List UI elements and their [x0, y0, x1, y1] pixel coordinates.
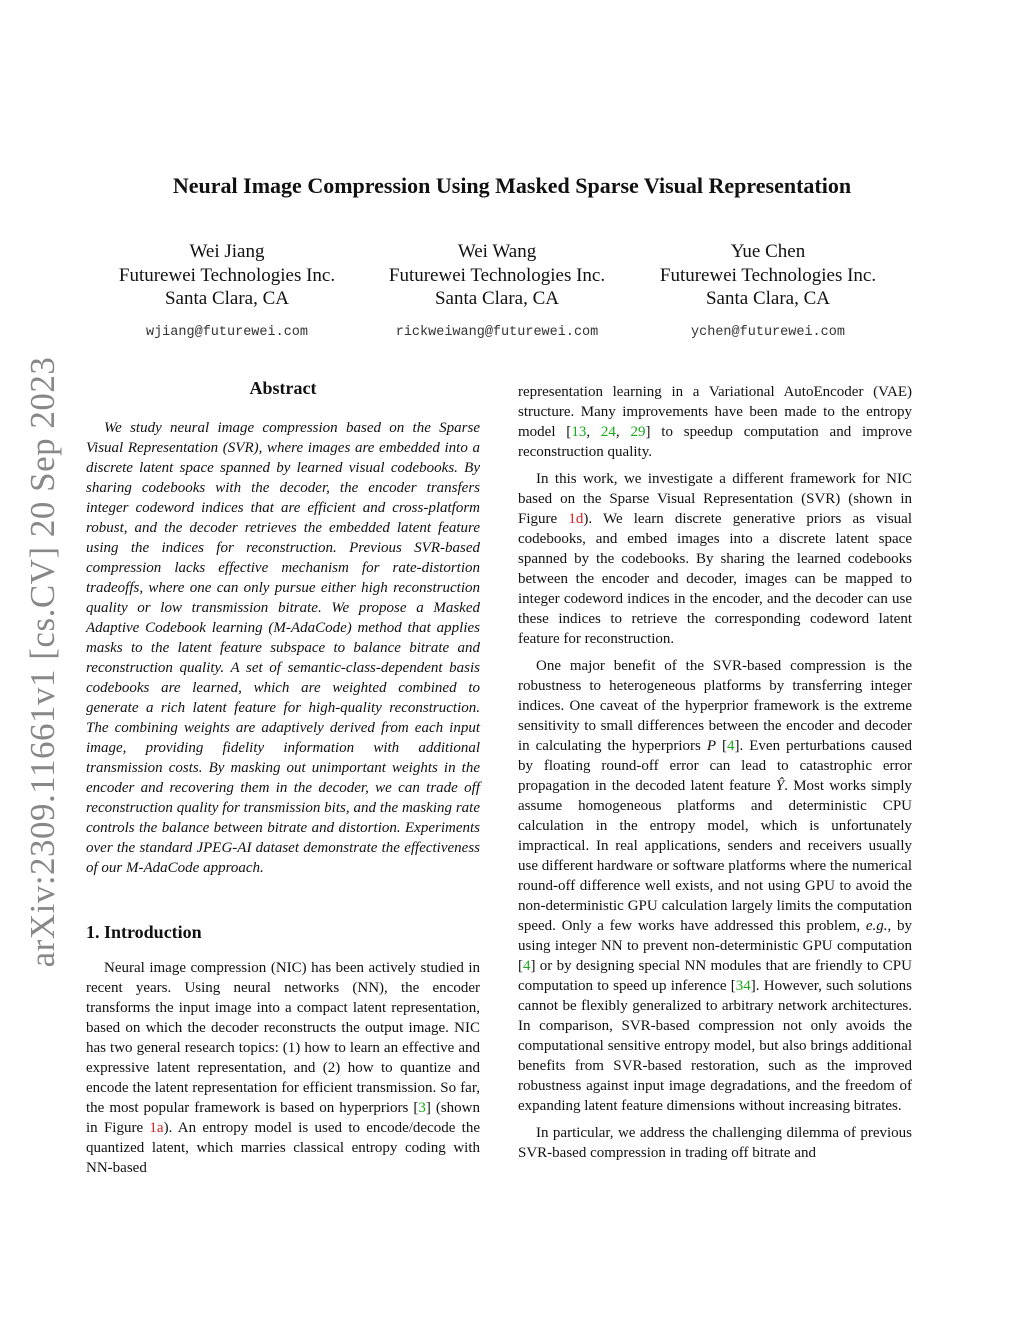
author-affiliation: Futurewei Technologies Inc.	[659, 264, 877, 286]
author-email: ychen@futurewei.com	[691, 324, 845, 340]
arxiv-identifier-text: arXiv:2309.11661v1 [cs.CV] 20 Sep 2023	[23, 356, 62, 968]
author-block	[97, 240, 357, 344]
figure-reference-link[interactable]: 1a	[149, 1120, 164, 1136]
citation-link[interactable]: 4	[523, 958, 531, 974]
math-symbol: Ŷ	[775, 778, 785, 794]
emphasis-text: e.g.	[865, 918, 888, 934]
citation-link[interactable]: 34	[735, 978, 751, 994]
author-name: Wei Wang	[457, 241, 537, 262]
author-block	[367, 240, 627, 344]
citation-link[interactable]: 3	[418, 1100, 426, 1116]
math-symbol: P	[706, 738, 717, 754]
author-name: Wei Jiang	[189, 241, 265, 262]
author-location: Santa Clara, CA	[434, 288, 559, 309]
right-column	[518, 382, 912, 1170]
arxiv-identifier	[20, 352, 66, 972]
author-name: Yue Chen	[730, 241, 806, 262]
citation-link[interactable]: 4	[727, 738, 735, 754]
figure-reference-link[interactable]: 1d	[568, 511, 584, 527]
author-email: wjiang@futurewei.com	[145, 324, 309, 340]
citation-link[interactable]: 13	[571, 424, 587, 440]
author-location: Santa Clara, CA	[164, 288, 289, 309]
citation-link[interactable]: 29	[630, 424, 646, 440]
author-block	[638, 240, 898, 344]
author-affiliation: Futurewei Technologies Inc.	[118, 264, 336, 286]
intro-paragraph-3: One major benefit of the SVR-based compression is the robustness to heterogeneous platforms by transferring integer indices. One caveat of the hyperprior framework is the extreme sensitivity to small differences between the encoder and decoder in calculating the hyperpriors P [4]. Even perturbations caused by floating round-off error can lead to catastrophic error propagation in the decoded latent feature Ŷ. Most works simply assume homogeneous platforms and deterministic CPU calculation in the entropy model, which is unfortunately impractical. In real applications, senders and receivers usually use different hardware or software platforms where the numerical round-off difference well exists, and not using GPU to avoid the non-deterministic GPU calculation largely limits the computation speed. Only a few works have addressed this problem, e.g., by using integer NN to prevent non-deterministic GPU computation [4] or by designing special NN modules that are friendly to CPU computation to speed up inference [34]. However, such solutions cannot be flexibly generalized to arbitrary network architectures. In comparison, SVR-based compression not only avoids the computational sensitive entropy model, but also brings additional benefits from SVR-based restoration, such as the improved robustness against input image degradations, and the freedom of expanding latent feature dimensions without increasing bitrates.	[518, 658, 913, 1114]
introduction-heading: 1. Introduction	[86, 922, 202, 942]
intro-paragraph-2: In this work, we investigate a different framework for NIC based on the Sparse Visual Representation (SVR) (shown in Figure 1d). We learn discrete generative priors as visual codebooks, and embed images into a discrete latent space spanned by the codebooks. By sharing the learned codebooks between the encoder and decoder, images can be mapped to integer codeword indices in the encoder, and the decoder can use these indices to retrieve the corresponding codeword latent feature for reconstruction.	[518, 471, 912, 647]
author-affiliation: Futurewei Technologies Inc.	[388, 264, 606, 286]
author-location: Santa Clara, CA	[705, 288, 830, 309]
intro-paragraph-4: In particular, we address the challenging dilemma of previous SVR-based compression in trading off bitrate and	[518, 1125, 912, 1161]
author-email: rickweiwang@futurewei.com	[395, 324, 599, 340]
abstract-heading: Abstract	[249, 378, 317, 398]
citation-link[interactable]: 24	[600, 424, 616, 440]
intro-paragraph-1-continued: representation learning in a Variational AutoEncoder (VAE) structure. Many improvements have been made to the entropy model [13, 24, 29] to speedup computation and improve reconstruction quality.	[518, 384, 913, 460]
intro-paragraph-1: Neural image compression (NIC) has been actively studied in recent years. Using neural networks (NN), the encoder transforms the input image into a compact latent representation, based on which the decoder reconstructs the output image. NIC has two general research topics: (1) how to learn an effective and expressive latent representation, and (2) how to quantize and encode the latent representation for efficient transmission. So far, the most popular framework is based on hyperpriors [3] (shown in Figure 1a). An entropy model is used to encode/decode the quantized latent, which marries classical entropy coding with NN-based	[86, 960, 480, 1176]
left-column	[86, 378, 480, 1185]
paper-title: Neural Image Compression Using Masked Sparse Visual Representation	[172, 173, 852, 198]
abstract-text: We study neural image compression based on the Sparse Visual Representation (SVR), where images are embedded into a discrete latent space spanned by learned visual codebooks. By sharing codebooks with the decoder, the encoder transfers integer codeword indices that are efficient and cross-platform robust, and the decoder retrieves the embedded latent feature using the indices for reconstruction. Previous SVR-based compression lacks effective mechanism for rate-distortion tradeoffs, where one can only pursue either high reconstruction quality or low transmission bitrate. We propose a Masked Adaptive Codebook learning (M-AdaCode) method that applies masks to the latent feature subspace to balance bitrate and reconstruction quality. A set of semantic-class-dependent basis codebooks are learned, which are weighted combined to generate a rich latent feature for high-quality reconstruction. The combining weights are adaptively derived from each input image, providing fidelity information with additional transmission costs. By masking out unimportant weights in the encoder and recovering them in the decoder, we can trade off reconstruction quality for transmission bits, and the masking rate controls the balance between bitrate and distortion. Experiments over the standard JPEG-AI dataset demonstrate the effectiveness of our M-AdaCode approach.	[86, 420, 480, 876]
